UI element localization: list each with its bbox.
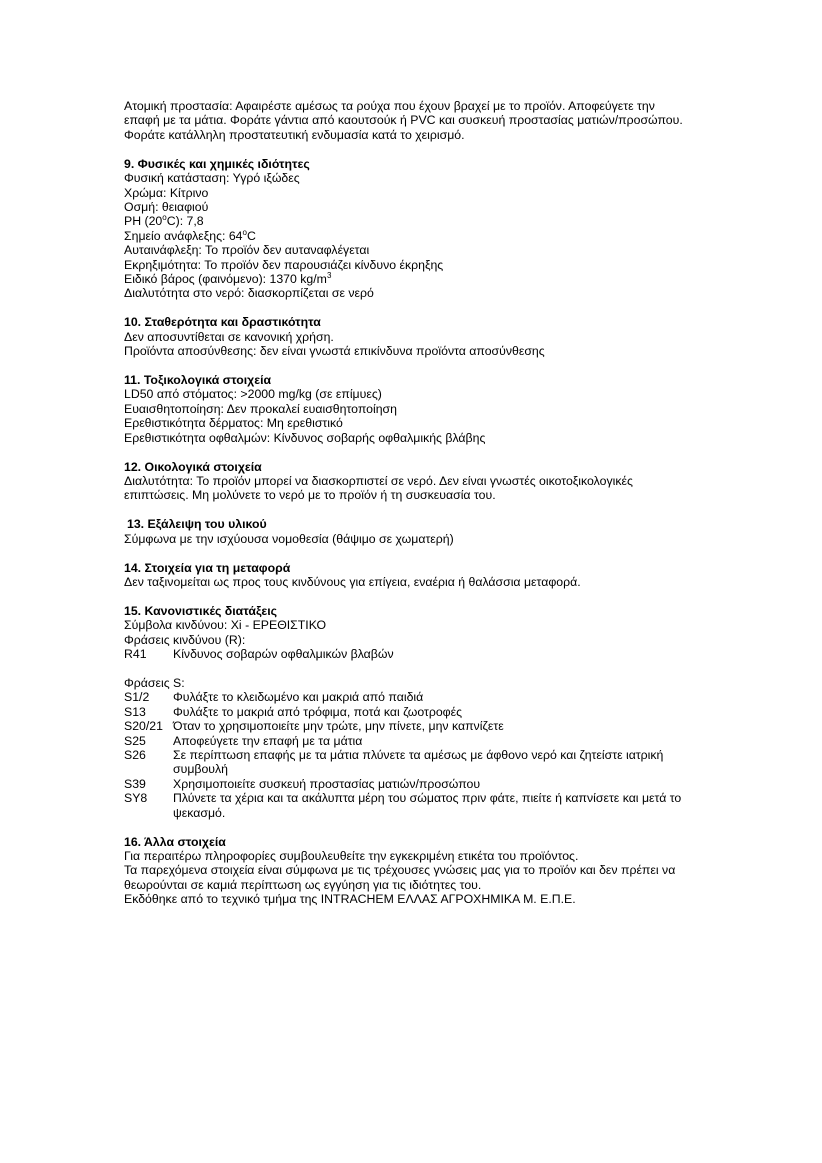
paragraph-line: Ερεθιστικότητα οφθαλμών: Κίνδυνος σοβαρής οφθαλμικής βλάβης — [124, 430, 486, 445]
property-solubility: Διαλυτότητα στο νερό: διασκορπίζεται σε νερό — [124, 286, 374, 301]
property-state: Φυσική κατάσταση: Υγρό ιξώδες — [124, 171, 300, 186]
paragraph-line: Ατομική προστασία: Αφαιρέστε αμέσως τα ρούχα που έχουν βραχεί με το προϊόν. Αποφεύγετε την — [124, 99, 655, 113]
section-heading: 14. Στοιχεία για τη μεταφορά — [124, 560, 291, 575]
paragraph-line: επιπτώσεις. Μη μολύνετε το νερό με το προϊόν ή τη συσκευασία του. — [124, 488, 496, 503]
section-11-toxicological-information — [124, 373, 724, 445]
section-13-disposal — [124, 517, 724, 546]
paragraph-line: θεωρούνται σε καμιά περίπτωση ως εγγύηση για τις ιδιότητες του. — [124, 877, 482, 892]
paragraph-line: Φοράτε κατάλληλη προστατευτική ενδυμασία κατά το χειρισμό. — [124, 127, 465, 142]
s-phrases-header: Φράσεις S: — [124, 676, 185, 690]
paragraph-line: Σύμφωνα με την ισχύουσα νομοθεσία (θάψιμο σε χωματερή) — [124, 531, 454, 546]
paragraph-line: επαφή με τα μάτια. Φοράτε γάντια από καουτσούκ ή PVC και συσκευή προστασίας ματιών/προσώπου. — [124, 113, 683, 128]
phrase-text: Φυλάξτε το κλειδωμένο και μακριά από παιδιά — [173, 690, 424, 705]
property-ph: PH (20$^o$C): 7,8 — [124, 213, 204, 229]
hazard-symbols: Σύμβολα κινδύνου: Xi - ΕΡΕΘΙΣΤΙΚΟ — [124, 618, 327, 633]
paragraph-line: Δεν ταξινομείται ως προς τους κινδύνους για επίγεια, εναέρια ή θαλάσσια μεταφορά. — [124, 574, 581, 589]
phrase-code: S39 — [124, 776, 146, 791]
s-phrase-row — [124, 748, 724, 777]
property-explosivity: Εκρηξιμότητα: Το προϊόν δεν παρουσιάζει κίνδυνο έκρηξης — [124, 257, 444, 272]
property-flash-point: Σημείο ανάφλεξης: 64$^o$C — [124, 227, 256, 243]
paragraph-line: Τα παρεχόμενα στοιχεία είναι σύμφωνα με τις τρέχουσες γνώσεις μας για το προϊόν και δεν πρέπει να — [124, 863, 676, 878]
property-density: Ειδικό βάρος (φαινόμενο): 1370 $kg/m^3$ — [124, 270, 332, 286]
section-heading: 12. Οικολογικά στοιχεία — [124, 459, 262, 474]
phrase-text: Φυλάξτε το μακριά από τρόφιμα, ποτά και ζωοτροφές — [173, 704, 463, 719]
phrase-text: Αποφεύγετε την επαφή με τα μάτια — [173, 733, 363, 748]
phrase-text: Σε περίπτωση επαφής με τα μάτια πλύνετε τα αμέσως με άφθονο νερό και ζητείστε ιατρική συμβουλή — [173, 748, 664, 777]
paragraph-line: LD50 από στόματος: >2000 mg/kg (σε επίμυες) — [124, 387, 382, 402]
r-phrases-header: Φράσεις κινδύνου (R): — [124, 632, 246, 647]
s-phrase-row — [124, 705, 724, 719]
section-heading: 16. Άλλα στοιχεία — [124, 834, 226, 849]
phrase-code: SY8 — [124, 791, 148, 806]
document-body — [124, 99, 724, 907]
section-heading: 10. Σταθερότητα και δραστικότητα — [124, 315, 321, 330]
r-phrase-row — [124, 647, 724, 661]
paragraph-line: Για περαιτέρω πληροφορίες συμβουλευθείτε την εγκεκριμένη ετικέτα του προϊόντος. — [124, 848, 579, 863]
section-16-other-information — [124, 835, 724, 907]
phrase-text: Πλύνετε τα χέρια και τα ακάλυπτα μέρη του σώματος πριν φάτε, πιείτε ή καπνίσετε και μετά το ψεκασμό. — [173, 791, 682, 820]
property-autoignition: Αυταινάφλεξη: Το προϊόν δεν αυταναφλέγεται — [124, 243, 370, 258]
property-odor: Οσμή: θειαφιού — [124, 199, 209, 214]
section-heading: 13. Εξάλειψη του υλικού — [127, 517, 267, 532]
phrase-code: S20/21 — [124, 719, 163, 734]
paragraph-line: Δεν αποσυντίθεται σε κανονική χρήση. — [124, 329, 334, 344]
paragraph-line: Εκδόθηκε από το τεχνικό τμήμα της INTRACHEM ΕΛΛΑΣ ΑΓΡΟΧΗΜΙΚΑ Μ. Ε.Π.Ε. — [124, 892, 576, 907]
phrase-code: S1/2 — [124, 690, 150, 705]
phrase-code: R41 — [124, 647, 147, 662]
section-9-physical-chemical-properties — [124, 157, 724, 301]
s-phrase-row — [124, 690, 724, 704]
section-heading: 11. Τοξικολογικά στοιχεία — [124, 373, 272, 387]
section-15-regulatory — [124, 604, 724, 820]
section-14-transport — [124, 561, 724, 590]
paragraph-line: Ερεθιστικότητα δέρματος: Μη ερεθιστικό — [124, 416, 343, 431]
s-phrase-row — [124, 791, 724, 820]
phrase-text: Κίνδυνος σοβαρών οφθαλμικών βλαβών — [173, 647, 394, 662]
phrase-code: S13 — [124, 704, 146, 719]
s-phrase-row — [124, 719, 724, 733]
section-heading: 15. Κανονιστικές διατάξεις — [124, 603, 278, 618]
phrase-code: S25 — [124, 733, 146, 748]
phrase-code: S26 — [124, 748, 146, 763]
section-12-ecological-information — [124, 460, 724, 503]
phrase-text: Όταν το χρησιμοποιείτε μην τρώτε, μην πίνετε, μην καπνίζετε — [173, 719, 504, 734]
paragraph-line: Προϊόντα αποσύνθεσης: δεν είναι γνωστά επικίνδυνα προϊόντα αποσύνθεσης — [124, 344, 545, 359]
personal-protection-paragraph — [124, 99, 724, 142]
phrase-text: Χρησιμοποιείτε συσκευή προστασίας ματιών/προσώπου — [173, 776, 481, 791]
paragraph-line: Διαλυτότητα: Το προϊόν μπορεί να διασκορπιστεί σε νερό. Δεν είναι γνωστές οικοτοξικολογικές — [124, 473, 633, 488]
s-phrase-row — [124, 777, 724, 791]
section-heading: 9. Φυσικές και χημικές ιδιότητες — [124, 156, 310, 171]
s-phrase-row — [124, 734, 724, 748]
property-color: Χρώμα: Κίτρινο — [124, 185, 209, 200]
section-10-stability-reactivity — [124, 315, 724, 358]
paragraph-line: Ευαισθητοποίηση: Δεν προκαλεί ευαισθητοποίηση — [124, 401, 397, 416]
